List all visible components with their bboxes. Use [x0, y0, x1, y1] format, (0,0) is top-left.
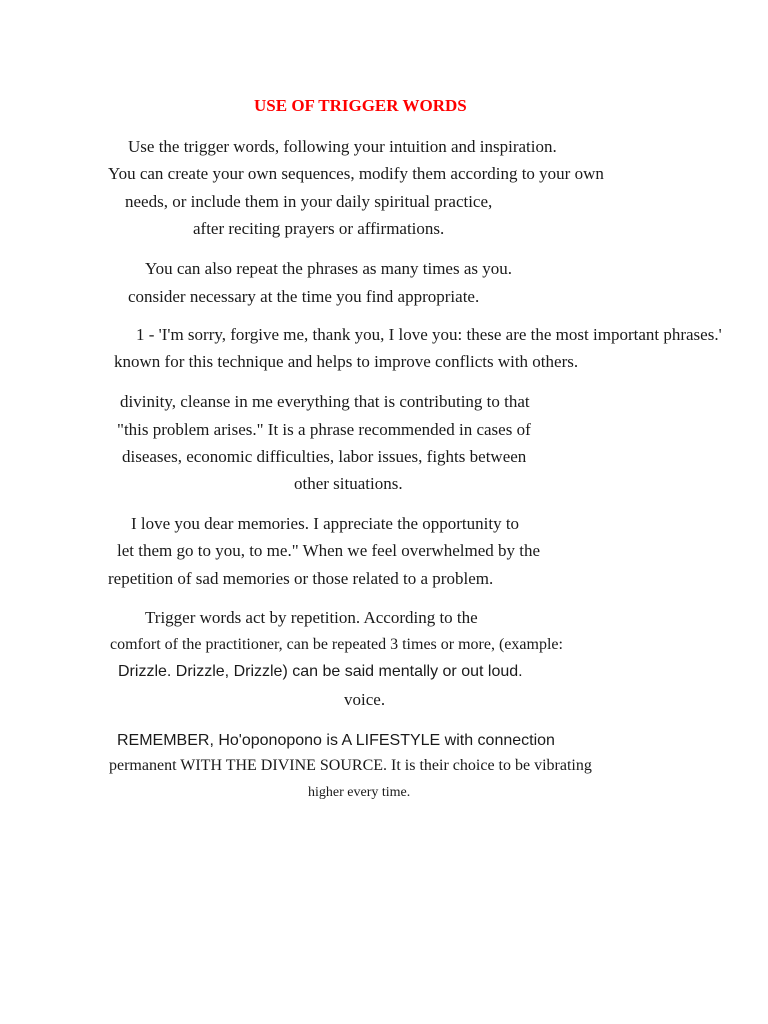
paragraph-4-line-2: "this problem arises." It is a phrase recommended in cases of [117, 420, 531, 439]
paragraph-5-line-3: repetition of sad memories or those related to a problem. [108, 569, 494, 588]
paragraph-4-line-1: divinity, cleanse in me everything that is contributing to that [120, 392, 530, 411]
paragraph-5-line-2: let them go to you, to me." When we feel overwhelmed by the [117, 541, 541, 560]
paragraph-2-line-2: consider necessary at the time you find appropriate. [128, 287, 480, 306]
paragraph-1-line-3: needs, or include them in your daily spiritual practice, [125, 192, 493, 211]
paragraph-1-line-4: after reciting prayers or affirmations. [193, 219, 445, 238]
paragraph-4-line-3: diseases, economic difficulties, labor issues, fights between [122, 447, 527, 466]
paragraph-2-line-1: You can also repeat the phrases as many times as you. [145, 259, 512, 278]
paragraph-7-line-1: REMEMBER, Ho'oponopono is A LIFESTYLE with connection [117, 732, 555, 749]
paragraph-5-line-1: I love you dear memories. I appreciate the opportunity to [131, 514, 520, 533]
paragraph-3-line-2: known for this technique and helps to improve conflicts with others. [114, 352, 579, 371]
paragraph-1-line-1: Use the trigger words, following your intuition and inspiration. [128, 137, 557, 156]
paragraph-6-line-1: Trigger words act by repetition. According to the [145, 608, 478, 627]
paragraph-7-line-2: permanent WITH THE DIVINE SOURCE. It is their choice to be vibrating [109, 757, 592, 774]
paragraph-6-line-2: comfort of the practitioner, can be repeated 3 times or more, (example: [110, 636, 563, 653]
paragraph-4-line-4: other situations. [294, 474, 403, 493]
paragraph-6-line-4: voice. [344, 690, 386, 709]
page-title: USE OF TRIGGER WORDS [254, 96, 467, 115]
paragraph-7-line-3: higher every time. [308, 785, 411, 800]
paragraph-1-line-2: You can create your own sequences, modify them according to your own [108, 164, 604, 183]
paragraph-6-line-3: Drizzle. Drizzle, Drizzle) can be said mentally or out loud. [118, 663, 523, 680]
paragraph-3-line-1: 1 - 'I'm sorry, forgive me, thank you, I love you: these are the most important phrases.' [136, 325, 722, 344]
